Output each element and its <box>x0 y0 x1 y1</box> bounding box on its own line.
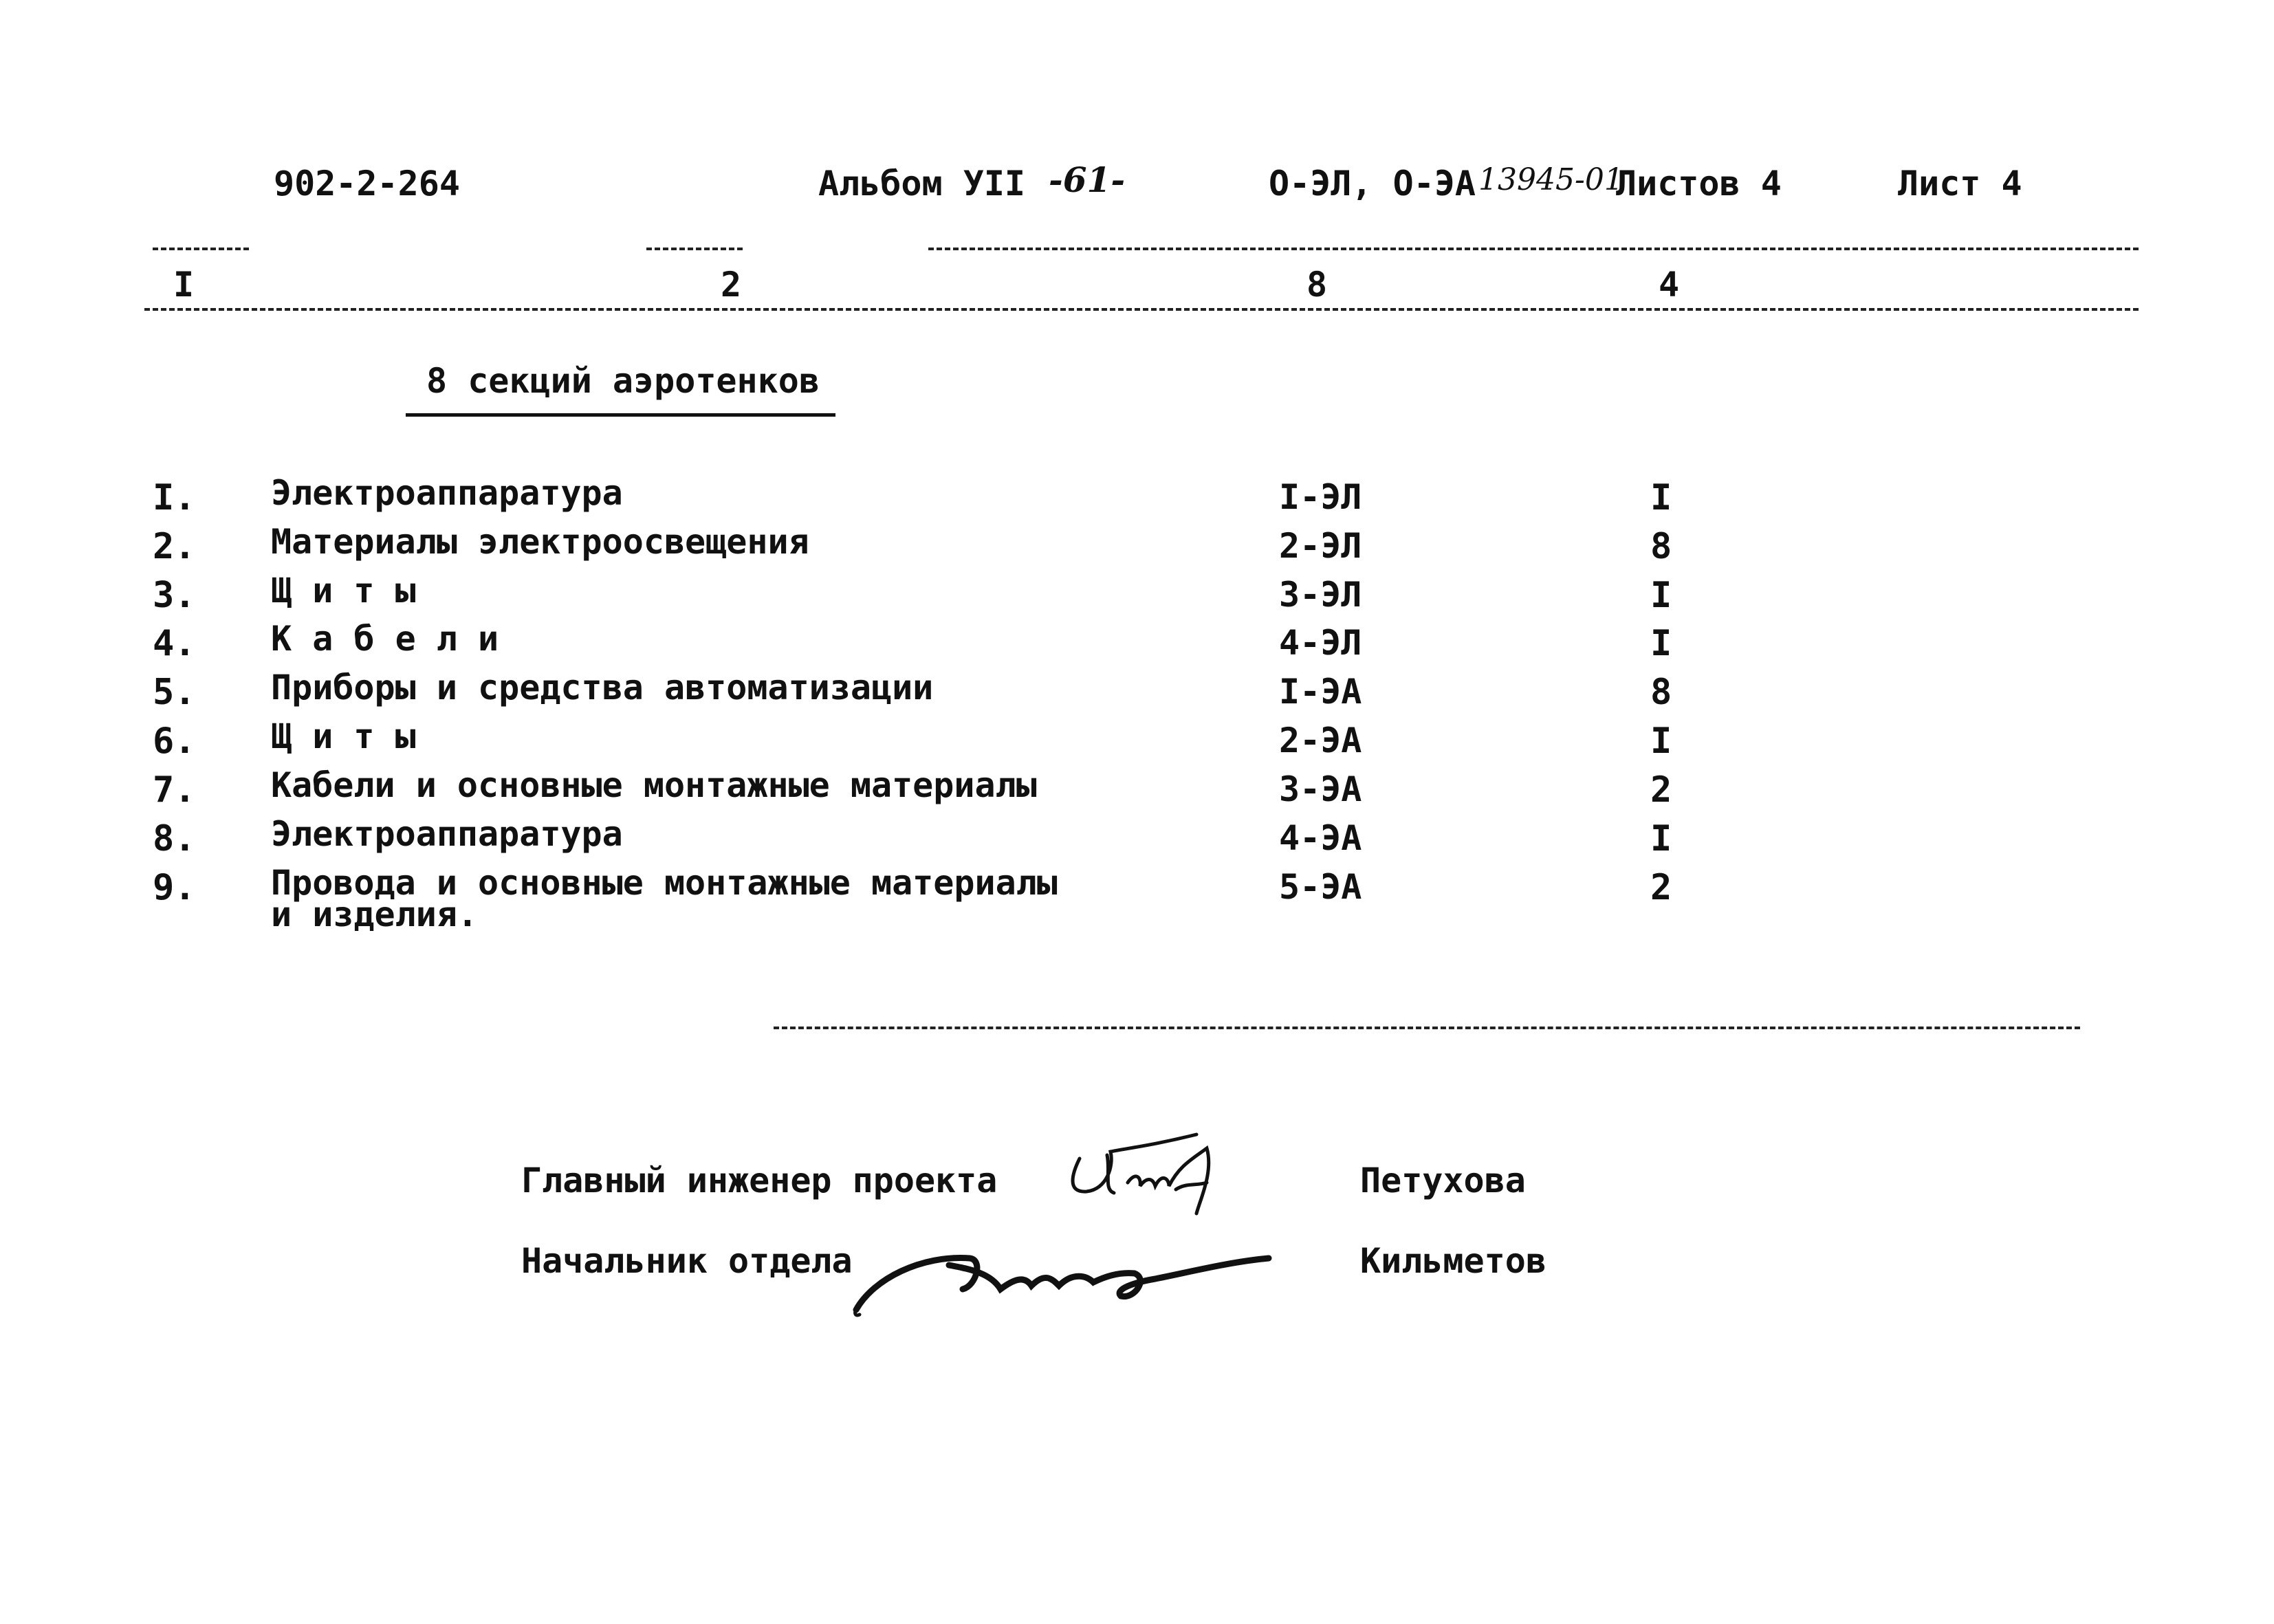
column-4-header: 4 <box>1659 265 1680 305</box>
row-code: 5-ЭА <box>1279 867 1362 907</box>
header-rule-top-1 <box>153 248 249 250</box>
marks: О-ЭЛ, О-ЭА <box>1269 164 1476 204</box>
row-count: 2 <box>1650 769 1672 811</box>
document-code: 902-2-264 <box>274 164 460 204</box>
row-count: I <box>1650 477 1672 518</box>
dept-head-label: Начальник отдела <box>521 1241 853 1281</box>
album-label: Альбом УII <box>818 164 1026 204</box>
row-name: Кабели и основные монтажные материалы <box>271 765 1037 805</box>
row-code: 2-ЭЛ <box>1279 526 1362 566</box>
row-name-continuation: и изделия. <box>271 895 479 934</box>
handwritten-number: 13945-01 <box>1478 162 1623 197</box>
section-title: 8 секций аэротенков <box>426 361 820 401</box>
section-title-underline <box>406 413 835 417</box>
row-count: 8 <box>1650 672 1672 713</box>
row-count: I <box>1650 575 1672 616</box>
table-end-rule <box>774 1027 2080 1029</box>
column-2-header: 2 <box>721 265 742 305</box>
row-code: 4-ЭА <box>1279 818 1362 858</box>
row-number: 2. <box>153 526 196 567</box>
chief-engineer-name: Петухова <box>1360 1161 1526 1200</box>
chief-engineer-label: Главный инженер проекта <box>521 1161 998 1200</box>
header-rule-top-2 <box>646 248 743 250</box>
sheet-number: Лист 4 <box>1898 164 2022 204</box>
row-code: I-ЭЛ <box>1279 477 1362 517</box>
row-code: I-ЭА <box>1279 672 1362 712</box>
row-number: 3. <box>153 575 196 616</box>
row-number: 6. <box>153 721 196 762</box>
row-count: 2 <box>1650 867 1672 908</box>
row-number: 9. <box>153 867 196 908</box>
row-number: 8. <box>153 818 196 859</box>
row-name: К а б е л и <box>271 619 499 659</box>
column-1-header: I <box>173 265 195 305</box>
row-name: Щ и т ы <box>271 571 416 611</box>
sheets-count: Листов 4 <box>1616 164 1782 204</box>
column-3-header: 8 <box>1307 265 1328 305</box>
row-code: 3-ЭА <box>1279 769 1362 809</box>
page-number: -61- <box>1049 160 1126 200</box>
row-number: 7. <box>153 769 196 811</box>
row-count: I <box>1650 818 1672 859</box>
row-name: Щ и т ы <box>271 716 416 756</box>
row-count: I <box>1650 721 1672 762</box>
dept-head-name: Кильметов <box>1360 1241 1546 1281</box>
chief-engineer-signature <box>1059 1117 1251 1220</box>
row-code: 2-ЭА <box>1279 721 1362 760</box>
row-count: 8 <box>1650 526 1672 567</box>
row-count: I <box>1650 623 1672 664</box>
dept-head-signature <box>846 1231 1286 1320</box>
row-name: Материалы электроосвещения <box>271 522 809 562</box>
row-name: Электроаппаратура <box>271 814 623 854</box>
row-code: 4-ЭЛ <box>1279 623 1362 663</box>
row-name: Приборы и средства автоматизации <box>271 668 934 707</box>
row-name: Электроаппаратура <box>271 473 623 513</box>
row-number: 4. <box>153 623 196 664</box>
row-name: Провода и основные монтажные материалы <box>271 863 1058 903</box>
header-rule-top-3 <box>928 248 2139 250</box>
header-rule-bottom <box>144 308 2139 311</box>
row-number: 5. <box>153 672 196 713</box>
row-number: I. <box>153 477 196 518</box>
row-code: 3-ЭЛ <box>1279 575 1362 615</box>
